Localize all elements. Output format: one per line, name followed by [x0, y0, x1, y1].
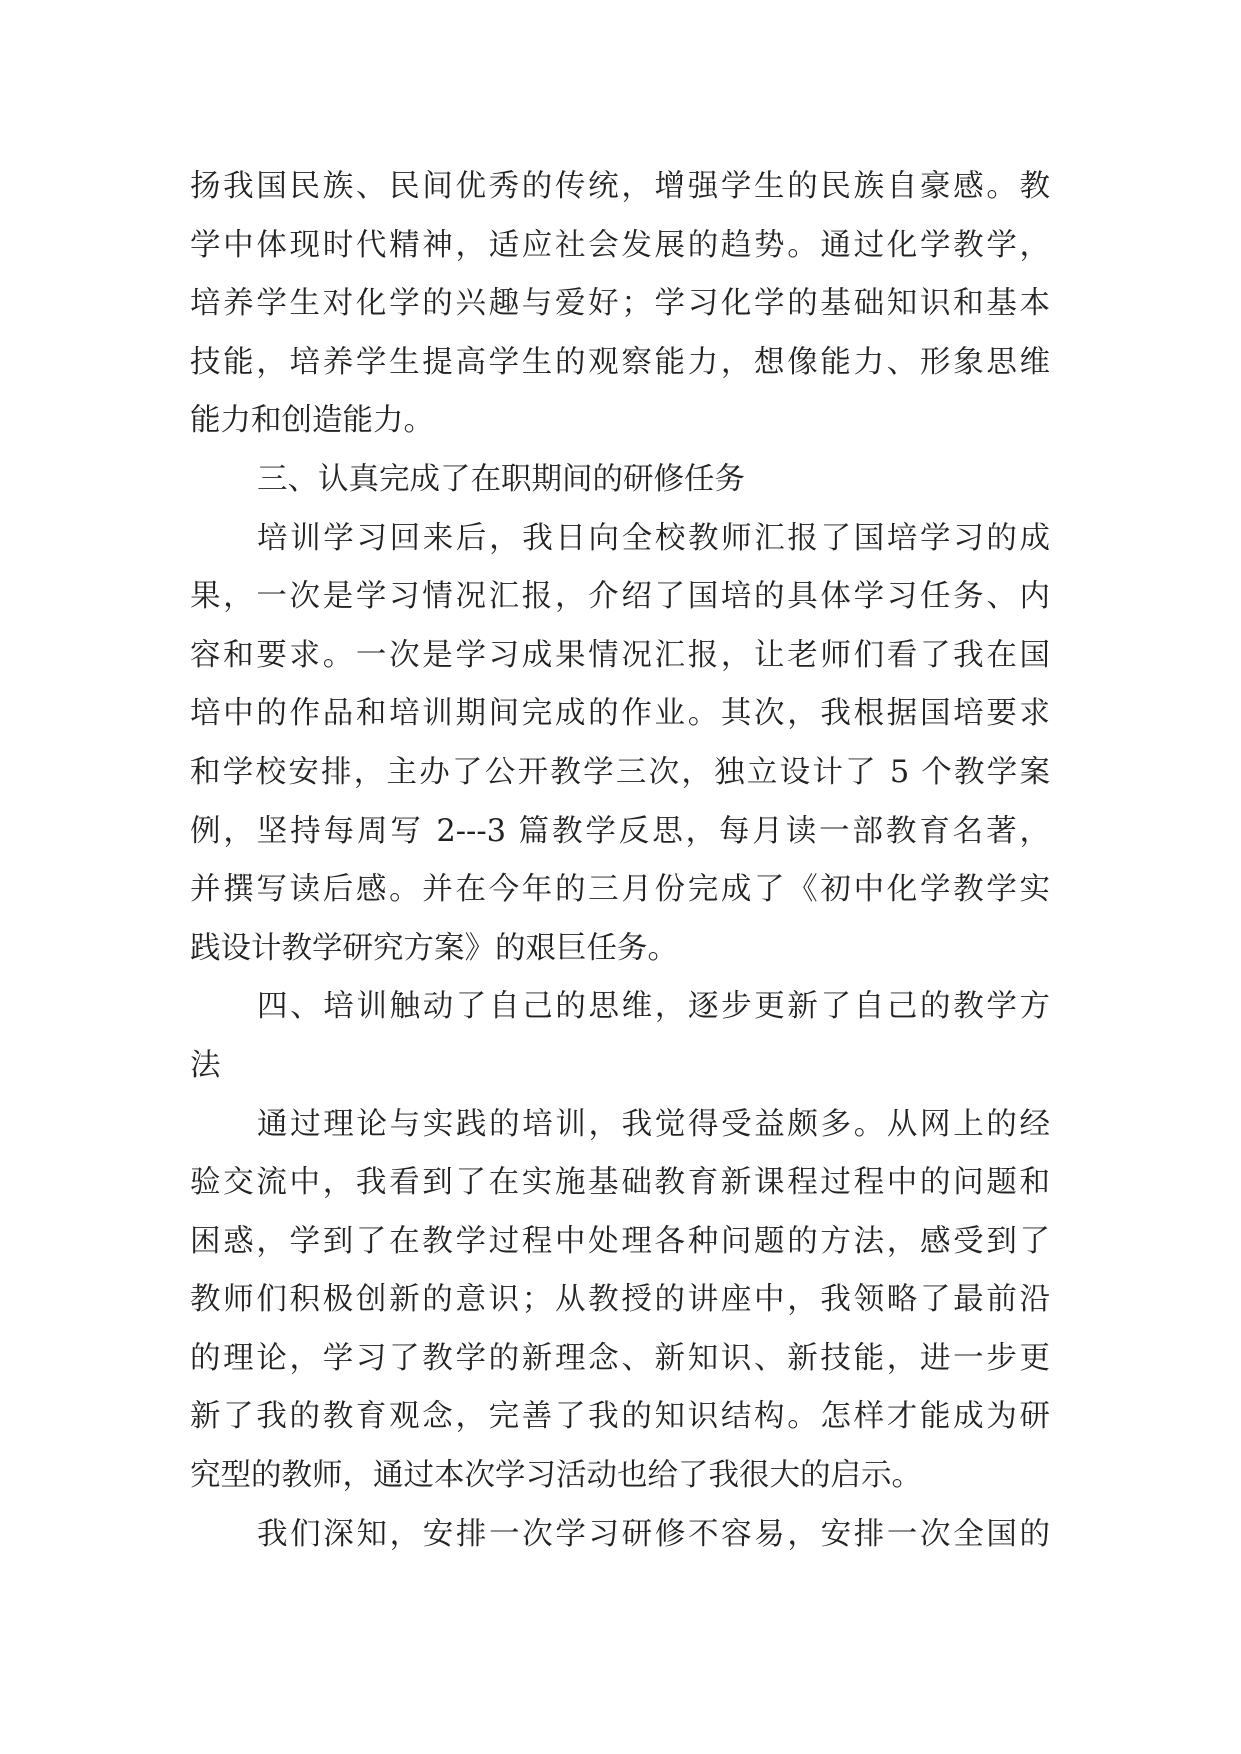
text-line: 能力和创造能力。 [190, 403, 434, 439]
text-line: 并撰写读后感。并在今年的三月份完成了《初中化学教学实 [190, 872, 1050, 908]
text-line: 的理论，学习了教学的新理念、新知识、新技能，进一步更 [190, 1340, 1050, 1376]
text-line: 法 [190, 1047, 221, 1083]
text-line: 通过理论与实践的培训，我觉得受益颇多。从网上的经 [257, 1106, 1050, 1142]
text-line: 例，坚持每周写 2---3 篇教学反思，每月读一部教育名著， [190, 813, 1050, 849]
text-line: 教师们积极创新的意识；从教授的讲座中，我领略了最前沿 [190, 1282, 1050, 1318]
text-line: 培中的作品和培训期间完成的作业。其次，我根据国培要求 [190, 696, 1050, 732]
text-line: 验交流中，我看到了在实施基础教育新课程过程中的问题和 [190, 1165, 1050, 1201]
text-line: 培训学习回来后，我日向全校教师汇报了国培学习的成 [257, 520, 1050, 556]
text-line: 究型的教师，通过本次学习活动也给了我很大的启示。 [190, 1458, 922, 1494]
text-line: 和学校安排，主办了公开教学三次，独立设计了 5 个教学案 [190, 754, 1050, 790]
text-line: 学中体现时代精神，适应社会发展的趋势。通过化学教学， [190, 227, 1050, 263]
text-line: 我们深知，安排一次学习研修不容易，安排一次全国的 [257, 1516, 1050, 1552]
text-line: 新了我的教育观念，完善了我的知识结构。怎样才能成为研 [190, 1399, 1050, 1435]
text-line: 困惑，学到了在教学过程中处理各种问题的方法，感受到了 [190, 1223, 1050, 1259]
text-line: 技能，培养学生提高学生的观察能力，想像能力、形象思维 [190, 344, 1050, 380]
text-line: 扬我国民族、民间优秀的传统，增强学生的民族自豪感。教 [190, 169, 1050, 204]
text-line: 容和要求。一次是学习成果情况汇报，让老师们看了我在国 [190, 637, 1050, 673]
text-line: 三、认真完成了在职期间的研修任务 [257, 461, 745, 497]
document-body [190, 158, 1050, 1564]
text-line: 践设计教学研究方案》的艰巨任务。 [190, 930, 678, 966]
text-line: 果，一次是学习情况汇报，介绍了国培的具体学习任务、内 [190, 579, 1050, 615]
text-line: 培养学生对化学的兴趣与爱好；学习化学的基础知识和基本 [190, 286, 1050, 322]
text-line: 四、培训触动了自己的思维，逐步更新了自己的教学方 [257, 989, 1050, 1025]
